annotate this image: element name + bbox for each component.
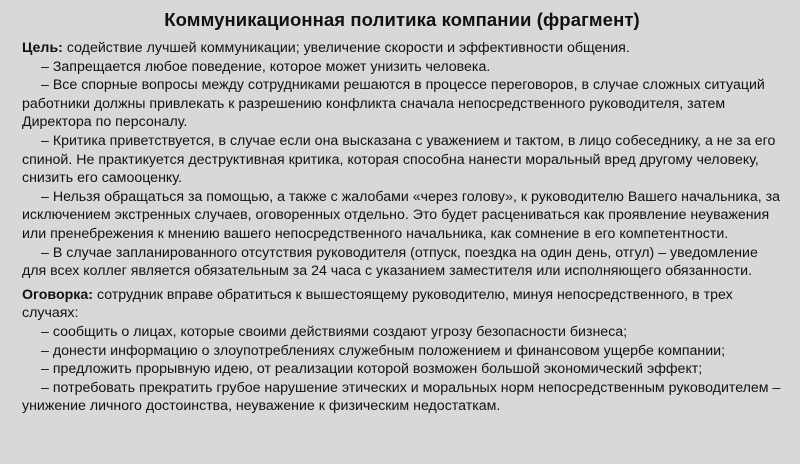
goal-paragraph bbox=[22, 39, 782, 58]
rule-item: – Все спорные вопросы между сотрудниками решаются в процессе переговоров, в случае сложных ситуаций работники должны привлекать к разрешению конфликта сначала непосредственного руководителя, затем Директора по персоналу. bbox=[22, 77, 765, 131]
case-item: – предложить прорывную идею, от реализации которой возможен большой экономический эффект; bbox=[41, 361, 703, 378]
rule-item: – Критика приветствуется, в случае если она высказана с уважением и тактом, в лицо собеседнику, а не за его спиной. Не практикуется деструктивная критика, которая способна нанести моральный вред другому человеку, снизить его самооценку. bbox=[22, 132, 776, 187]
case-item: – потребовать прекратить грубое нарушение этических и моральных норм непосредственным руководителем – унижение личного достоинства, неуважение к физическим недостаткам. bbox=[22, 379, 781, 415]
case-item: – сообщить о лицах, которые своими действиями создают угрозу безопасности бизнеса; bbox=[41, 323, 628, 340]
goal-label: Цель: bbox=[22, 40, 63, 56]
reservation-paragraph bbox=[22, 286, 782, 323]
goal-text: содействие лучшей коммуникации; увеличение скорости и эффективности общения. bbox=[62, 40, 630, 56]
reservation-label: Оговорка: bbox=[22, 286, 94, 303]
rule-item: – Запрещается любое поведение, которое может унизить человека. bbox=[41, 58, 491, 75]
document-title: Коммуникационная политика компании (фрагмент) bbox=[164, 9, 640, 30]
case-item: – донести информацию о злоупотреблениях служебным положением и финансовом ущербе компании; bbox=[41, 342, 726, 359]
rule-item: – Нельзя обращаться за помощью, а также с жалобами «через голову», к руководителю Вашего начальника, за исключением экстренных случаев, оговоренных отдельно. Это будет расцениваться как проявление неуважения или пренебрежения к мнению вашего непосредственного начальника, как сомнение в его компетентности. bbox=[22, 188, 780, 242]
reservation-text: сотрудник вправе обратиться к вышестоящему руководителю, минуя непосредственного, в трех случаях: bbox=[22, 286, 733, 322]
rule-item: – В случае запланированного отсутствия руководителя (отпуск, поездка на один день, отгул) – уведомление для всех коллег является обязательным за 24 часа с указанием заместителя или исполняющего обязанности. bbox=[22, 244, 758, 280]
